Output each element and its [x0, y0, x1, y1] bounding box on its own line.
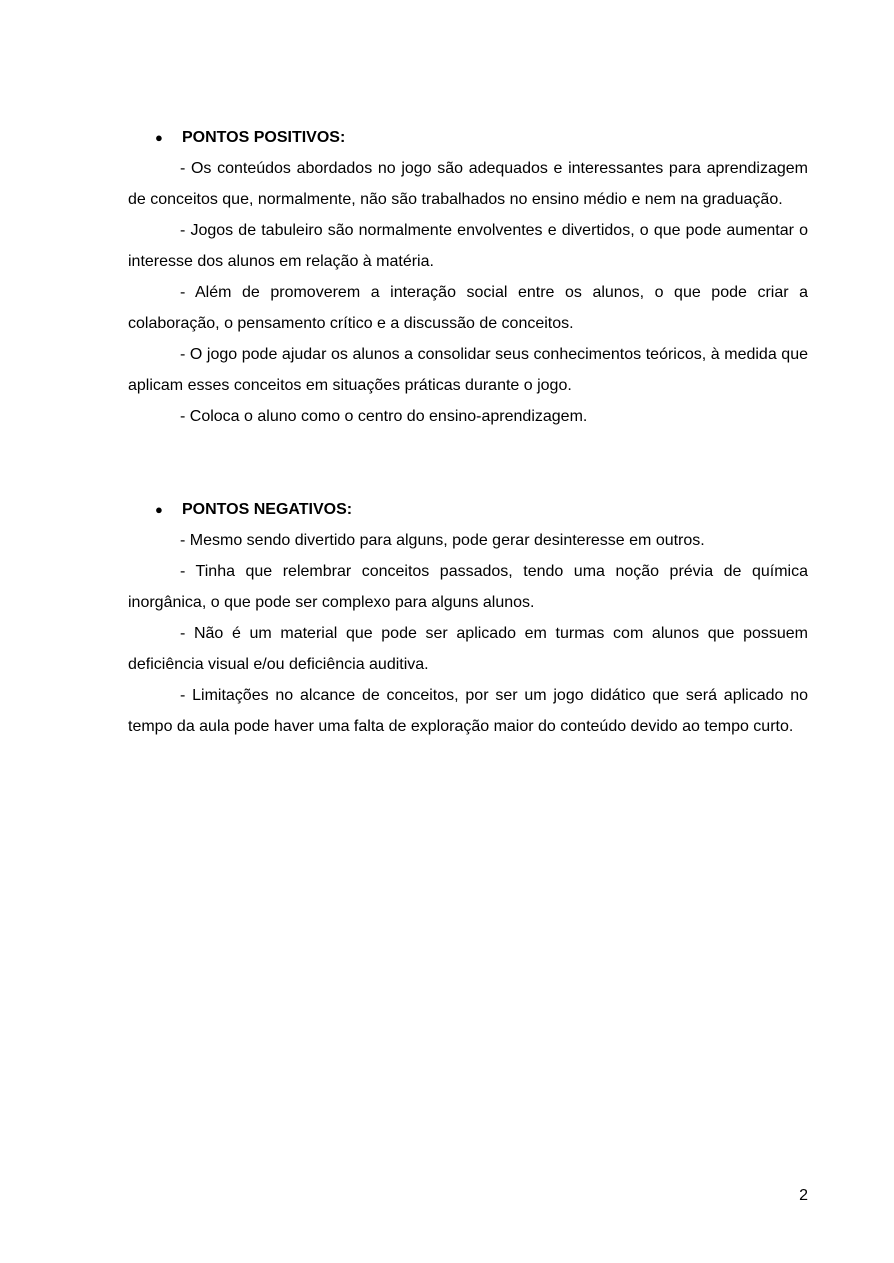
section-heading-text: PONTOS POSITIVOS:	[182, 129, 346, 146]
list-item: - Tinha que relembrar conceitos passados, tendo uma noção prévia de química inorgânica, o que pode ser complexo para alguns alunos.	[128, 563, 808, 611]
bullet-icon: ●	[155, 130, 163, 145]
section-heading-text: PONTOS NEGATIVOS:	[182, 501, 353, 518]
section-heading	[128, 122, 808, 153]
section-negative-points	[128, 494, 808, 742]
list-item: - O jogo pode ajudar os alunos a consolidar seus conhecimentos teóricos, à medida que aplicam esses conceitos em situações práticas durante o jogo.	[128, 346, 808, 394]
list-item: - Além de promoverem a interação social entre os alunos, o que pode criar a colaboração, o pensamento crítico e a discussão de conceitos.	[128, 284, 808, 332]
list-item: - Não é um material que pode ser aplicado em turmas com alunos que possuem deficiência visual e/ou deficiência auditiva.	[128, 625, 808, 673]
list-item: - Jogos de tabuleiro são normalmente envolventes e divertidos, o que pode aumentar o interesse dos alunos em relação à matéria.	[128, 222, 808, 270]
bullet-icon: ●	[155, 502, 163, 517]
section-positive-points	[128, 122, 808, 432]
document-page-content	[128, 122, 808, 742]
section-heading	[128, 494, 808, 525]
list-item: - Limitações no alcance de conceitos, por ser um jogo didático que será aplicado no tempo da aula pode haver uma falta de exploração maior do conteúdo devido ao tempo curto.	[128, 687, 808, 735]
list-item: - Os conteúdos abordados no jogo são adequados e interessantes para aprendizagem de conceitos que, normalmente, não são trabalhados no ensino médio e nem na graduação.	[128, 160, 808, 208]
list-item: - Mesmo sendo divertido para alguns, pode gerar desinteresse em outros.	[180, 532, 705, 549]
page-number: 2	[799, 1187, 808, 1204]
list-item: - Coloca o aluno como o centro do ensino-aprendizagem.	[180, 408, 588, 425]
